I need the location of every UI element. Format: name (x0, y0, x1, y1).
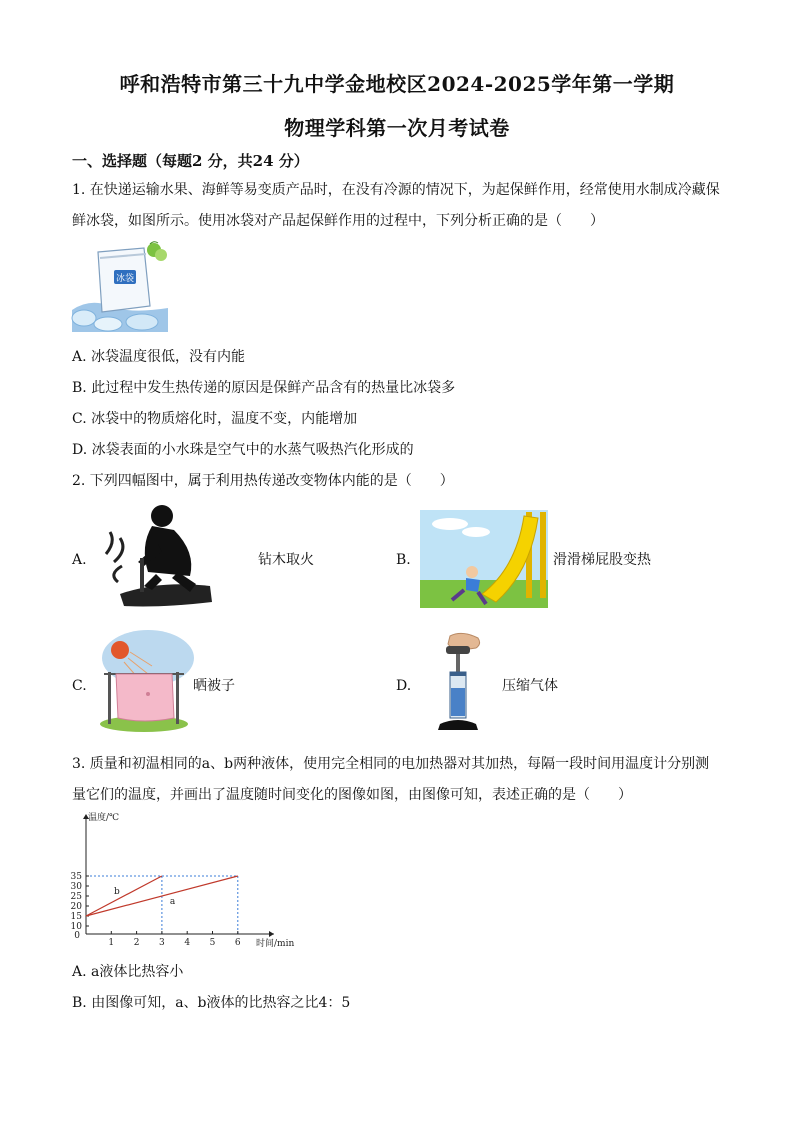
q2-option-b-letter[interactable]: B. (396, 552, 411, 568)
y-tick-label: 20 (70, 902, 82, 912)
y-tick-label: 25 (70, 892, 82, 902)
q2-option-d-letter[interactable]: D. (396, 678, 412, 694)
drying-quilt-image (94, 628, 194, 734)
series-label-b: b (113, 887, 120, 897)
compress-gas-image (432, 632, 488, 734)
ice-bag-image (70, 240, 170, 332)
q2-stem: 2. 下列四幅图中，属于利用热传递改变物体内能的是（ ） (72, 473, 454, 489)
exam-title-line1: 呼和浩特市第三十九中学金地校区2024-2025学年第一学期 (119, 72, 675, 96)
q2-option-c-caption: 晒被子 (193, 678, 235, 694)
series-line-b (86, 876, 162, 916)
q1-option-a[interactable]: A. 冰袋温度很低，没有内能 (72, 349, 246, 365)
x-tick-label: 3 (159, 938, 165, 948)
y-tick-label: 10 (70, 922, 82, 932)
q1-stem-line2: 鲜冰袋，如图所示。使用冰袋对产品起保鲜作用的过程中，下列分析正确的是（ ） (72, 213, 604, 229)
x-tick-label: 6 (234, 938, 241, 948)
x-tick-label: 2 (133, 938, 140, 948)
q3-stem-line2: 量它们的温度，并画出了温度随时间变化的图像如图，由图像可知，表述正确的是（ ） (72, 787, 632, 803)
q2-option-d-caption: 压缩气体 (502, 678, 558, 694)
q3-option-a[interactable]: A. a液体比热容小 (72, 964, 184, 980)
svg-text:冰袋: 冰袋 (115, 274, 135, 284)
q2-option-a-caption: 钻木取火 (258, 552, 314, 568)
x-tick-label: 4 (184, 938, 191, 948)
drilling-wood-fire-image (100, 502, 228, 610)
q1-option-d[interactable]: D. 冰袋表面的小水珠是空气中的水蒸气吸热汽化形成的 (72, 442, 414, 458)
q1-option-b[interactable]: B. 此过程中发生热传递的原因是保鲜产品含有的热量比冰袋多 (72, 380, 456, 396)
q1-stem-line1: 1. 在快递运输水果、海鲜等易变质产品时，在没有冷源的情况下，为起保鲜作用，经常使用水制成冷藏保 (72, 182, 720, 198)
series-label-a: a (169, 897, 176, 907)
slide-image (420, 510, 548, 608)
x-axis-arrow (269, 931, 274, 937)
y-tick-label: 15 (70, 912, 82, 922)
y-axis-title: 温度/℃ (88, 813, 120, 823)
q3-stem-line1: 3. 质量和初温相同的a、b两种液体，使用完全相同的电加热器对其加热，每隔一段时间用温度计分别测 (72, 756, 710, 772)
x-axis-title: 时间/min (256, 939, 295, 949)
x-tick-label: 1 (108, 938, 115, 948)
temperature-time-chart (60, 810, 300, 952)
y-tick-label: 30 (70, 882, 82, 892)
q2-option-c-letter[interactable]: C. (72, 678, 87, 694)
exam-title-line2: 物理学科第一次月考试卷 (284, 116, 510, 140)
section-heading: 一、选择题（每题2 分，共24 分） (72, 152, 309, 170)
x-tick-label: 5 (209, 938, 216, 948)
q2-option-a-letter[interactable]: A. (72, 552, 87, 568)
y-tick-label: 35 (70, 872, 82, 882)
q3-option-b[interactable]: B. 由图像可知，a、b液体的比热容之比4：5 (72, 995, 351, 1011)
q1-option-c[interactable]: C. 冰袋中的物质熔化时，温度不变，内能增加 (72, 411, 358, 427)
q2-option-b-caption: 滑滑梯屁股变热 (553, 552, 651, 568)
origin-label: 0 (74, 931, 80, 941)
